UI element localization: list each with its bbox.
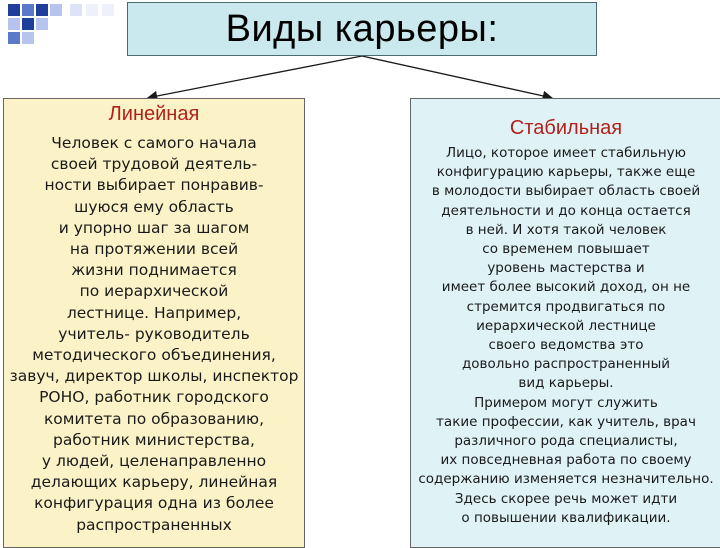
text-line: Лицо, которое имеет стабильную xyxy=(445,145,687,161)
text-line: Примером могут служить xyxy=(474,394,658,411)
text-line: ности выбирает понравив- xyxy=(44,176,264,195)
text-line: распространенных xyxy=(76,515,232,534)
text-line: РОНО, работник городского xyxy=(39,388,269,407)
text-line: уровень мастерства и xyxy=(487,260,645,277)
text-line: содержанию изменяется незначительно. xyxy=(418,471,714,488)
text-line: и упорно шаг за шагом xyxy=(58,218,250,237)
text-line: завуч, директор школы, инспектор xyxy=(9,367,299,386)
text-line: имеет более высокий доход, он не xyxy=(441,279,691,296)
text-line: конфигурация одна из более xyxy=(34,494,274,513)
text-line: довольно распространенный xyxy=(461,356,671,373)
text-line: по иерархической xyxy=(79,282,229,301)
text-line: стремится продвигаться по xyxy=(466,298,666,315)
stable-description xyxy=(411,144,720,528)
text-line: Здесь скорее речь может идти xyxy=(454,490,678,507)
text-line: своей трудовой деятель- xyxy=(50,155,258,174)
text-line: жизни поднимается xyxy=(71,261,237,280)
text-line: их повседневная работа по своему xyxy=(440,452,692,469)
page-title: Виды карьеры: xyxy=(225,7,499,50)
text-line: вид карьеры. xyxy=(518,375,614,392)
text-line: иерархической лестнице xyxy=(476,317,656,334)
linear-career-box xyxy=(3,98,305,548)
text-line: в молодости выбирает область своей xyxy=(431,183,701,200)
text-line: различного рода специалисты, xyxy=(454,433,678,450)
text-line: Человек с самого начала xyxy=(51,134,257,152)
linear-heading: Линейная xyxy=(108,103,200,125)
text-line: лестнице. Например, xyxy=(66,303,242,322)
text-line: на протяжении всей xyxy=(69,240,239,259)
stable-career-box xyxy=(410,98,720,548)
text-line: учитель- руководитель xyxy=(58,324,250,343)
stable-heading: Стабильная xyxy=(509,117,623,139)
arrow-to-right xyxy=(362,56,548,97)
title-box xyxy=(127,2,597,56)
text-line: деятельности и до конца остается xyxy=(441,202,691,219)
text-line: своего ведомства это xyxy=(488,337,644,354)
text-line: делающих карьеру, линейная xyxy=(30,473,278,492)
text-line: конфигурацию карьеры, также еще xyxy=(436,164,696,181)
text-line: со временем повышает xyxy=(482,241,650,258)
text-line: у людей, целенаправленно xyxy=(41,452,267,471)
text-line: комитета по образованию, xyxy=(43,409,265,428)
text-line: в ней. И хотя такой человек xyxy=(465,221,667,238)
arrow-to-left xyxy=(152,56,362,97)
text-line: шуюся ему область xyxy=(74,197,234,216)
text-line: о повышении квалификации. xyxy=(461,509,671,526)
linear-description xyxy=(4,133,304,536)
text-line: методического объединения, xyxy=(32,346,276,365)
text-line: такие профессии, как учитель, врач xyxy=(436,413,696,430)
text-line: работник министерства, xyxy=(53,430,255,449)
